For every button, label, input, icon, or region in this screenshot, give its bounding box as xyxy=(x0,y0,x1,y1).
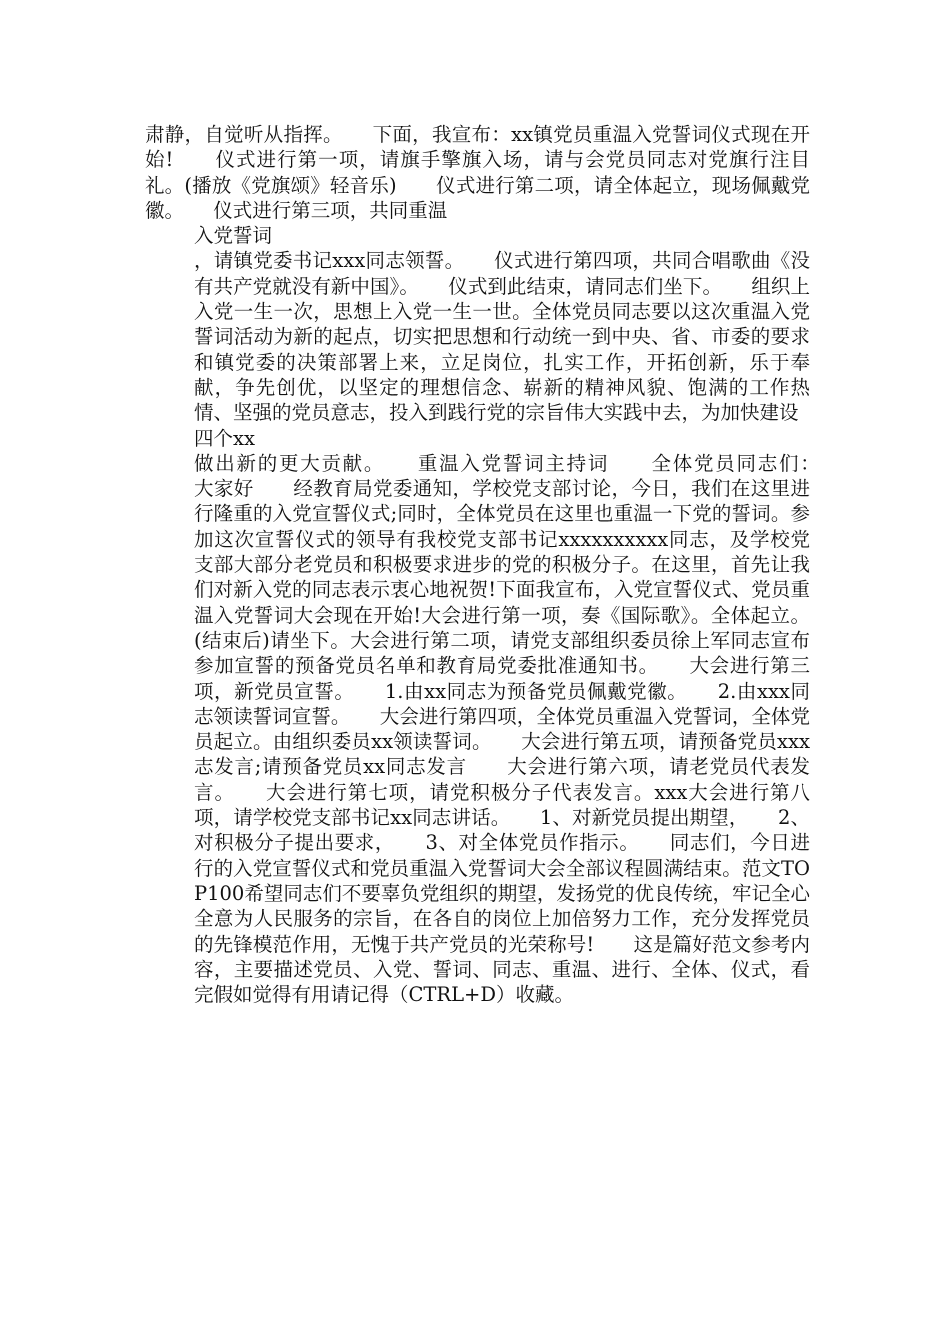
body-paragraph: ，请镇党委书记xxx同志领誓。 仪式进行第四项，共同合唱歌曲《没有共产党就没有新中国》。 仪式到此结束，请同志们坐下。 组织上入党一生一次，思想上入党一生一世。全体党员同志要以这次重温入党誓词活动为新的起点，切实把思想和行动统一到中央、省、市委的要求和镇党委的决策部署上来，立足岗位，扎实工作，开拓创新，乐于奉献，争先创优，以坚定的理想信念、崭新的精神风貌、饱满的工作热情、坚强的党员意志，投入到践行党的宗旨伟大实践中去，为加快建设 xyxy=(194,249,810,425)
body-paragraph: 肃静，自觉听从指挥。 下面，我宣布：xx镇党员重温入党誓词仪式现在开始! 仪式进行第一项，请旗手擎旗入场，请与会党员同志对党旗行注目礼。(播放《党旗颂》轻音乐) 仪式进行第二项，请全体起立，现场佩戴党徽。 仪式进行第三项，共同重温 xyxy=(145,123,810,222)
body-line: 入党誓词 xyxy=(194,224,273,248)
body-paragraph: 做出新的更大贡献。 重温入党誓词主持词 全体党员同志们： 大家好 经教育局党委通知，学校党支部讨论，今日，我们在这里进行隆重的入党宣誓仪式;同时，全体党员在这里也重温一下党的誓词。参加这次宣誓仪式的领导有我校党支部书记xxxxxxxxxx同志，及学校党支部大部分老党员和积极要求进步的党的积极分子。在这里，首先让我们对新入党的同志表示衷心地祝贺!下面我宣布，入党宣誓仪式、党员重温入党誓词大会现在开始!大会进行第一项，奏《国际歌》。全体起立。(结束后)请坐下。大会进行第二项，请党支部组织委员徐上军同志宣布参加宣誓的预备党员名单和教育局党委批准通知书。 大会进行第三项，新党员宣誓。 1.由xx同志为预备党员佩戴党徽。 2.由xxx同志领读誓词宣誓。 大会进行第四项，全体党员重温入党誓词，全体党员起立。由组织委员xx领读誓词。 大会进行第五项，请预备党员xxx志发言;请预备党员xx同志发言 大会进行第六项，请老党员代表发言。 大会进行第七项，请党积极分子代表发言。xxx大会进行第八项，请学校党支部书记xx同志讲话。 1、对新党员提出期望， 2、对积极分子提出要求， 3、对全体党员作指示。 同志们，今日进行的入党宣誓仪式和党员重温入党誓词大会全部议程圆满结束。范文TOP100希望同志们不要辜负党组织的期望，发扬党的优良传统，牢记全心全意为人民服务的宗旨，在各自的岗位上加倍努力工作，充分发挥党员的先锋模范作用，无愧于共产党员的光荣称号! 这是篇好范文参考内容，主要描述党员、入党、誓词、同志、重温、进行、全体、仪式，看完假如觉得有用请记得（CTRL+D）收藏。 xyxy=(194,451,850,1007)
document-body xyxy=(145,122,850,1007)
body-line: 四个xx xyxy=(194,426,255,450)
